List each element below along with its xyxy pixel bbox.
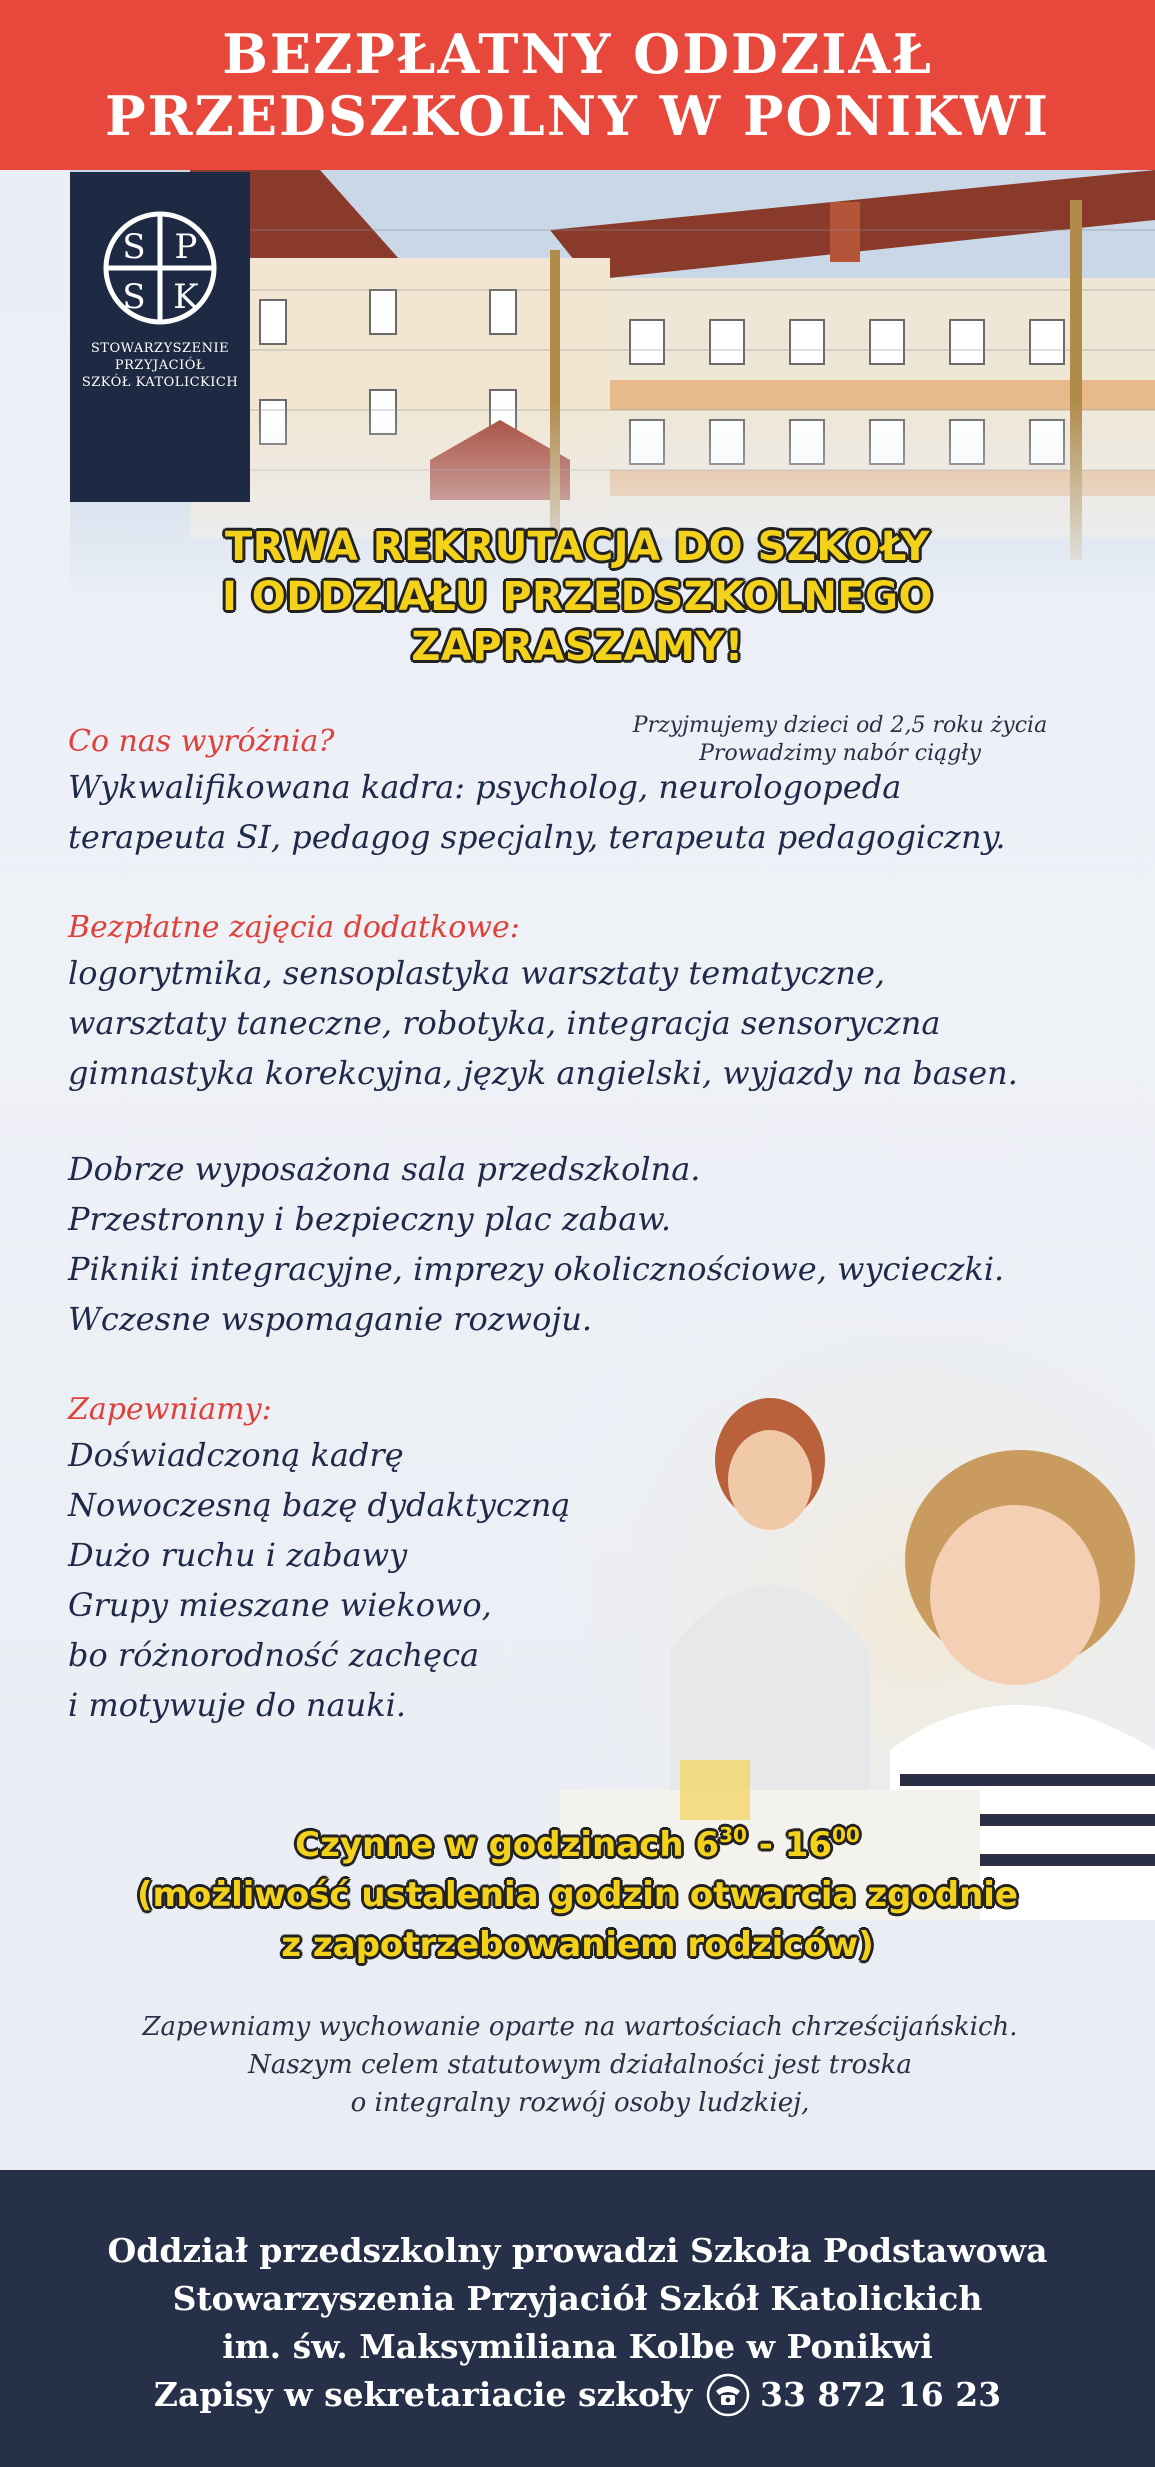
recruitment-line: I ODDZIAŁU PRZEDSZKOLNEGO bbox=[221, 574, 933, 620]
provide-line: Grupy mieszane wiekowo, bbox=[68, 1586, 492, 1624]
feature-line: Dobrze wyposażona sala przedszkolna. bbox=[68, 1150, 701, 1188]
phone-number-link[interactable]: 33 872 16 23 bbox=[760, 2374, 1002, 2414]
values-line: Zapewniamy wychowanie oparte na wartościach chrześcijańskich. bbox=[142, 2012, 1018, 2042]
footer-line-3: im. św. Maksymiliana Kolbe w Ponikwi bbox=[222, 2326, 933, 2366]
recruitment-line: ZAPRASZAMY! bbox=[411, 624, 744, 670]
age-note-line: Prowadzimy nabór ciągły bbox=[699, 741, 981, 766]
logo-letter-3: S bbox=[122, 277, 146, 317]
extra-line: logorytmika, sensoplastyka warsztaty tematyczne, bbox=[68, 954, 886, 992]
values-line: o integralny rozwój osoby ludzkiej, bbox=[350, 2088, 810, 2118]
distinguish-line: terapeuta SI, pedagog specjalny, terapeuta pedagogiczny. bbox=[68, 818, 1006, 856]
header-banner bbox=[0, 0, 1155, 170]
logo-org-line: STOWARZYSZENIE bbox=[90, 341, 230, 356]
logo-letter-1: S bbox=[122, 227, 146, 267]
logo-letter-4: K bbox=[173, 277, 199, 317]
provide-line: bo różnorodność zachęca bbox=[68, 1636, 480, 1674]
hours-open-minutes: 30 bbox=[719, 1823, 747, 1847]
distinguish-line: Wykwalifikowana kadra: psycholog, neurologopeda bbox=[68, 768, 902, 806]
provide-line: i motywuje do nauki. bbox=[68, 1686, 406, 1724]
footer-signup-text: Zapisy w sekretariacie szkoły bbox=[153, 2374, 693, 2414]
provide-line: Nowoczesną bazę dydaktyczną bbox=[68, 1486, 571, 1524]
footer-contact-row bbox=[154, 2371, 1001, 2419]
sppsk-emblem-icon bbox=[100, 208, 220, 328]
provide-line: Doświadczoną kadrę bbox=[68, 1436, 404, 1474]
logo-org-name bbox=[82, 340, 238, 391]
hours-close-minutes: 00 bbox=[832, 1823, 860, 1847]
values-line: Naszym celem statutowym działalności jest troska bbox=[248, 2050, 912, 2080]
feature-line: Przestronny i bezpieczny plac zabaw. bbox=[68, 1200, 672, 1238]
extra-line: gimnastyka korekcyjna, język angielski, wyjazdy na basen. bbox=[68, 1054, 1018, 1092]
feature-line: Pikniki integracyjne, imprezy okolicznościowe, wycieczki. bbox=[68, 1250, 1005, 1288]
extra-line: warsztaty taneczne, robotyka, integracja sensoryczna bbox=[68, 1004, 941, 1042]
hours-prefix: Czynne w godzinach 6 bbox=[295, 1825, 720, 1865]
telephone-icon bbox=[706, 2373, 750, 2417]
age-note-line: Przyjmujemy dzieci od 2,5 roku życia bbox=[632, 713, 1048, 738]
values-statement bbox=[60, 2008, 1100, 2122]
section-title-distinguish: Co nas wyróżnia? bbox=[68, 724, 335, 759]
logo-org-line: PRZYJACIÓŁ bbox=[114, 358, 206, 373]
hours-line-1 bbox=[0, 1810, 1155, 1870]
header-title-line-1: BEZPŁATNY ODDZIAŁ bbox=[222, 22, 933, 86]
feature-line: Wczesne wspomaganie rozwoju. bbox=[68, 1300, 593, 1338]
footer-line-2: Stowarzyszenia Przyjaciół Szkół Katolickich bbox=[172, 2278, 983, 2318]
opening-hours bbox=[0, 1810, 1155, 1970]
header-title-line-2: PRZEDSZKOLNY W PONIKWI bbox=[104, 84, 1051, 148]
recruitment-line: TRWA REKRUTACJA DO SZKOŁY bbox=[224, 524, 931, 570]
content-sections bbox=[68, 722, 1118, 1730]
footer-line-1: Oddział przedszkolny prowadzi Szkoła Podstawowa bbox=[107, 2230, 1048, 2270]
provide-line: Dużo ruchu i zabawy bbox=[68, 1536, 408, 1574]
section-title-provide: Zapewniamy: bbox=[68, 1392, 272, 1427]
hours-dash: - 16 bbox=[746, 1825, 833, 1865]
section-title-extra: Bezpłatne zajęcia dodatkowe: bbox=[68, 910, 520, 945]
logo-letter-2: P bbox=[174, 227, 198, 267]
recruitment-banner bbox=[0, 522, 1155, 672]
sppsk-logo bbox=[70, 172, 250, 502]
hours-line-2: (możliwość ustalenia godzin otwarcia zgodnie bbox=[137, 1875, 1018, 1915]
hours-line-3: z zapotrzebowaniem rodziców) bbox=[281, 1925, 874, 1965]
logo-org-line: SZKÓŁ KATOLICKICH bbox=[81, 375, 239, 390]
footer-banner bbox=[0, 2170, 1155, 2467]
